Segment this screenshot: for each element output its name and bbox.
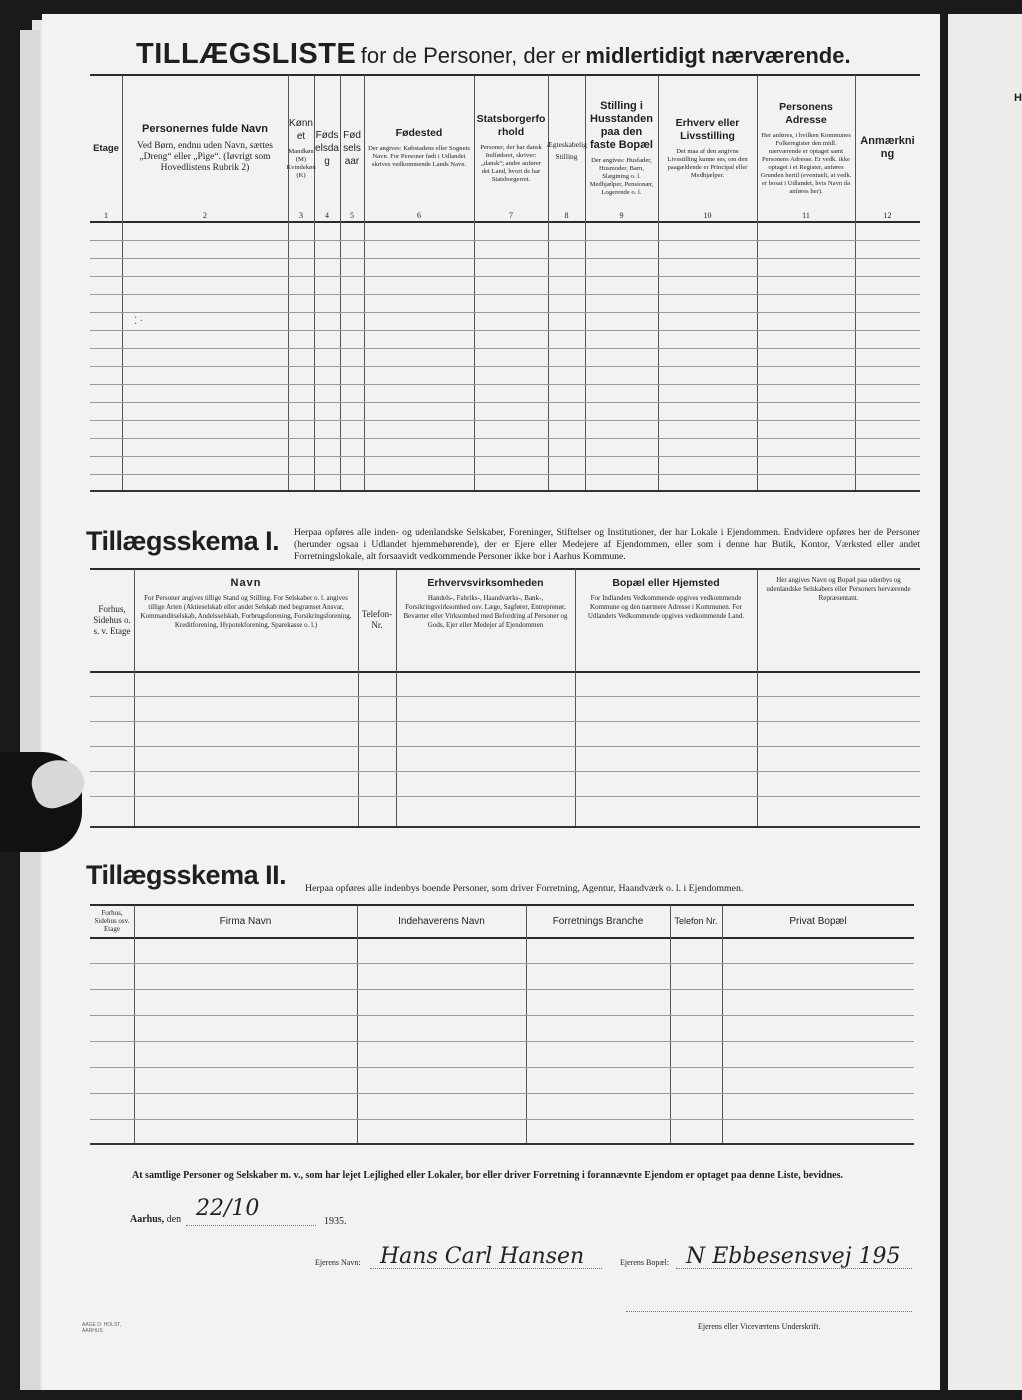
schema1-top-rule	[90, 568, 920, 570]
schema2-description: Herpaa opføres alle indenbys boende Personer, som driver Forretning, Agentur, Haandværk o. l. i Ejendommen.	[305, 883, 744, 894]
year-label: 1935.	[324, 1216, 347, 1227]
schema1-header-1	[134, 572, 358, 668]
list-header-desc: Her anføres, i hvilken Kommunes Folkeregister den midl. nærværende er optaget samt Personens Adresse. Er vedk. ikke optaget i et Register, anføres Grunden hertil (eventuelt, at vedk. er bosat i Udlandet, hvis Navn da anføres her).	[760, 131, 852, 195]
list-header-3	[288, 78, 314, 218]
list-header-4	[314, 78, 340, 218]
schema1-row-line	[90, 796, 920, 797]
schema2-row-line	[90, 989, 914, 990]
schema1-header-desc: Handels-, Fabriks-, Haandværks-, Bank-, Forsikringsvirksomhed osv. Læge, Sagfører, Entreprenør, Beværter eller Virksomhed med Befordring af Personer og Gods, Ejer eller Medejer af Ejendommen	[403, 594, 568, 629]
owner-residence-handwritten: N Ebbesensvej 195	[686, 1244, 901, 1269]
list-header-9	[585, 78, 658, 218]
list-column-number: 12	[883, 211, 892, 220]
list-header-6	[364, 78, 474, 218]
list-row-line	[90, 438, 920, 439]
main-title-tail: midlertidigt nærværende.	[585, 43, 851, 68]
schema1-bottom-rule	[90, 826, 920, 828]
list-row-line	[90, 330, 920, 331]
signature-dotted-line	[626, 1311, 912, 1312]
list-column-number: 2	[203, 211, 207, 220]
list-top-rule	[90, 74, 920, 76]
list-row-line	[90, 456, 920, 457]
list-header-title: Stilling i Husstanden paa den faste Bopæl	[590, 99, 653, 151]
owner-name-dotted-line	[370, 1268, 602, 1269]
place-label: Aarhus,	[130, 1214, 165, 1225]
list-header-desc: Der angives: Købstadens eller Sognets Navn. For Personer født i Udlandet skrives vedkommende Lands Navn.	[368, 145, 470, 168]
list-header-desc: Det maa af den angivne Livsstilling kunne ses, om den paagældende er Principal eller Medhjælper.	[667, 147, 748, 179]
schema2-bottom-rule	[90, 1143, 914, 1145]
list-column-number: 8	[564, 211, 569, 220]
schema2-row-line	[90, 1093, 914, 1094]
schema2-header-title: Telefon Nr.	[674, 915, 718, 926]
list-row-line	[90, 366, 920, 367]
list-header-rule	[90, 221, 920, 223]
list-header-desc: Der angives: Husfader, Husmoder, Barn, Slægtning o. l. Medhjælper, Pensionær, Logerende o. l.	[589, 156, 654, 196]
schema1-header-title: Bopæl eller Hjemsted	[612, 577, 720, 589]
schema1-header-desc: Her angives Navn og Bopæl paa udenbys og udenlandske Selskabers eller Personers herværende Repræsentant.	[766, 576, 911, 602]
list-header-title: Anmærkning	[860, 135, 915, 160]
list-row-line	[90, 294, 920, 295]
main-title	[136, 38, 896, 71]
schema1-header-title: Navn	[230, 577, 262, 589]
schema1-row-line	[90, 771, 920, 772]
schema1-header-5	[757, 572, 920, 668]
date-handwritten: 22/10	[196, 1196, 260, 1221]
schema2-row-line	[90, 1119, 914, 1120]
schema2-header-title: Indehaverens Navn	[398, 915, 485, 927]
list-column-number: 5	[350, 211, 354, 220]
list-column-number: 11	[802, 211, 810, 220]
list-row-line	[90, 474, 920, 475]
schema1-header-desc: For Personer angives tillige Stand og Stilling. For Selskaber o. l. angives tillige Arten (Aktieselskab eller andet Selskab med begrænset Ansvar, Kommanditselskab, Andelsselskab, Forbrugsforening, Forsikringsforening, Kreditforening, Hypotekforening, Sparekasse o. l.)	[140, 594, 352, 629]
list-header-desc: Ved Børn, endnu uden Navn, sættes „Dreng“ eller „Pige“. (Iøvrigt som Hovedlistens Rubrik 2)	[137, 140, 273, 173]
schema1-header-3	[396, 572, 575, 668]
page-stack-edge-outer	[20, 30, 40, 1390]
schema2-header-title: Privat Bopæl	[789, 915, 847, 927]
owner-residence-label: Ejerens Bopæl:	[620, 1258, 670, 1267]
schema2-row-line	[90, 1015, 914, 1016]
place-date-line	[130, 1214, 181, 1225]
schema2-col-divider	[670, 905, 671, 1143]
schema2-row-line	[90, 963, 914, 964]
owner-residence-dotted-line	[676, 1268, 912, 1269]
list-column-number: 3	[299, 211, 303, 220]
list-header-12	[855, 78, 920, 218]
schema1-header-title: Forhus, Sidehus o. s. v. Etage	[93, 603, 131, 636]
schema2-col-divider	[526, 905, 527, 1143]
schema2-col-divider	[357, 905, 358, 1143]
owner-name-label: Ejerens Navn:	[315, 1258, 361, 1267]
list-row-line	[90, 276, 920, 277]
schema2-row-line	[90, 1041, 914, 1042]
list-column-number: 7	[509, 211, 513, 220]
owner-name-handwritten: Hans Carl Hansen	[380, 1244, 585, 1269]
declaration-strong: At samtlige Personer og Selskaber m. v., som har lejet Lejlighed eller Lokaler, bor eller driver Forretning i forannævnte Ejendom er optaget paa denne Liste, bevidnes.	[132, 1170, 843, 1181]
list-column-number: 9	[619, 211, 624, 220]
schema2-col-divider	[134, 905, 135, 1143]
schema1-description: Herpaa opføres alle inden- og udenlandske Selskaber, Foreninger, Stiftelser og Institutioner, der har Lokale i Ejendommen. Endvidere opføres her de Personer (herunder ogsaa i Udlandet hjemmehørende), der er Ejere eller Medejere af Ejendommen, eller som i denne har Butik, Kontor, Værksted eller andet Forretningslokale, alt forsaavidt vedkommende Personer ikke bor i Aarhus Kommune.	[294, 527, 920, 562]
printer-imprint: AAGE D. HOLST, AARHUS	[82, 1322, 122, 1334]
list-header-title: Etage	[93, 142, 119, 154]
list-header-8	[548, 78, 585, 218]
main-title-rest: for de Personer, der er	[360, 43, 581, 68]
list-row-line	[90, 384, 920, 385]
list-header-desc: Mandkøn (M) Kvindekøn (K)	[286, 147, 316, 179]
schema1-row-line	[90, 721, 920, 722]
next-page-strip	[948, 14, 1022, 1390]
den-label: den	[166, 1214, 182, 1225]
list-row-line	[90, 312, 920, 313]
list-header-title: Fødested	[395, 127, 443, 139]
list-column-number: 10	[703, 211, 712, 220]
schema2-header-title: Forhus, Sidehus osv. Etage	[94, 909, 130, 933]
list-header-10	[658, 78, 757, 218]
schema1-row-line	[90, 746, 920, 747]
stray-marks: ⁚ ·	[134, 316, 144, 327]
schema1-row-line	[90, 696, 920, 697]
list-column-number: 6	[417, 211, 421, 220]
schema2-header-title: Firma Navn	[219, 915, 272, 927]
signature-label: Ejerens eller Viceværtens Underskrift.	[698, 1322, 821, 1331]
schema1-header-0	[90, 572, 134, 668]
next-page-letter: H	[1014, 92, 1022, 104]
list-header-1	[90, 78, 122, 218]
schema2-title: Tillægsskema II.	[86, 860, 287, 890]
list-header-11	[757, 78, 855, 218]
schema1-header-title: Telefon-Nr.	[361, 609, 393, 630]
schema2-header-rule	[90, 937, 914, 939]
date-dotted-line	[186, 1225, 316, 1226]
list-header-title: Fødselsdag	[315, 129, 339, 167]
list-header-title: Personens Adresse	[779, 100, 833, 126]
schema1-header-title: Erhvervsvirksomheden	[427, 577, 544, 589]
schema2-row-line	[90, 1067, 914, 1068]
schema1-header-rule	[90, 671, 920, 673]
list-row-line	[90, 240, 920, 241]
schema2-header-title: Forretnings Branche	[552, 915, 644, 927]
schema1-title: Tillægsskema I.	[86, 526, 280, 556]
list-header-desc: Personer, der har dansk Indfødsret, skriver: „dansk“; andre anfører det Land, hvori de har Statsborgerret.	[480, 143, 542, 183]
list-header-title: Kønnet	[289, 117, 313, 142]
main-title-strong: TILLÆGSLISTE	[136, 38, 357, 70]
schema2-col-divider	[722, 905, 723, 1143]
schema1-header-4	[575, 572, 757, 668]
schema1-header-desc: For Indlandets Vedkommende opgives vedkommende Kommune og den nærmere Adresse i Kommunen. For Udlandets Vedkommende opgives vedkommende Land.	[587, 594, 745, 620]
list-column-number: 1	[104, 211, 108, 220]
list-header-7	[474, 78, 548, 218]
list-row-line	[90, 420, 920, 421]
schema1-header-2	[358, 572, 396, 668]
list-header-2	[122, 78, 288, 218]
list-row-line	[90, 402, 920, 403]
list-column-number: 4	[325, 211, 329, 220]
list-header-title: Fødselsaar	[343, 129, 361, 167]
schema2-top-rule	[90, 904, 914, 906]
list-bottom-rule	[90, 490, 920, 492]
list-header-5	[340, 78, 364, 218]
list-header-title: Erhverv eller Livsstilling	[675, 116, 740, 142]
declaration-text	[132, 1170, 912, 1181]
list-header-title: Statsborgerforhold	[476, 112, 546, 138]
list-header-title: Personernes fulde Navn	[142, 122, 268, 135]
list-row-line	[90, 258, 920, 259]
list-row-line	[90, 348, 920, 349]
list-header-desc: Ægteskabelig Stilling	[546, 139, 587, 161]
